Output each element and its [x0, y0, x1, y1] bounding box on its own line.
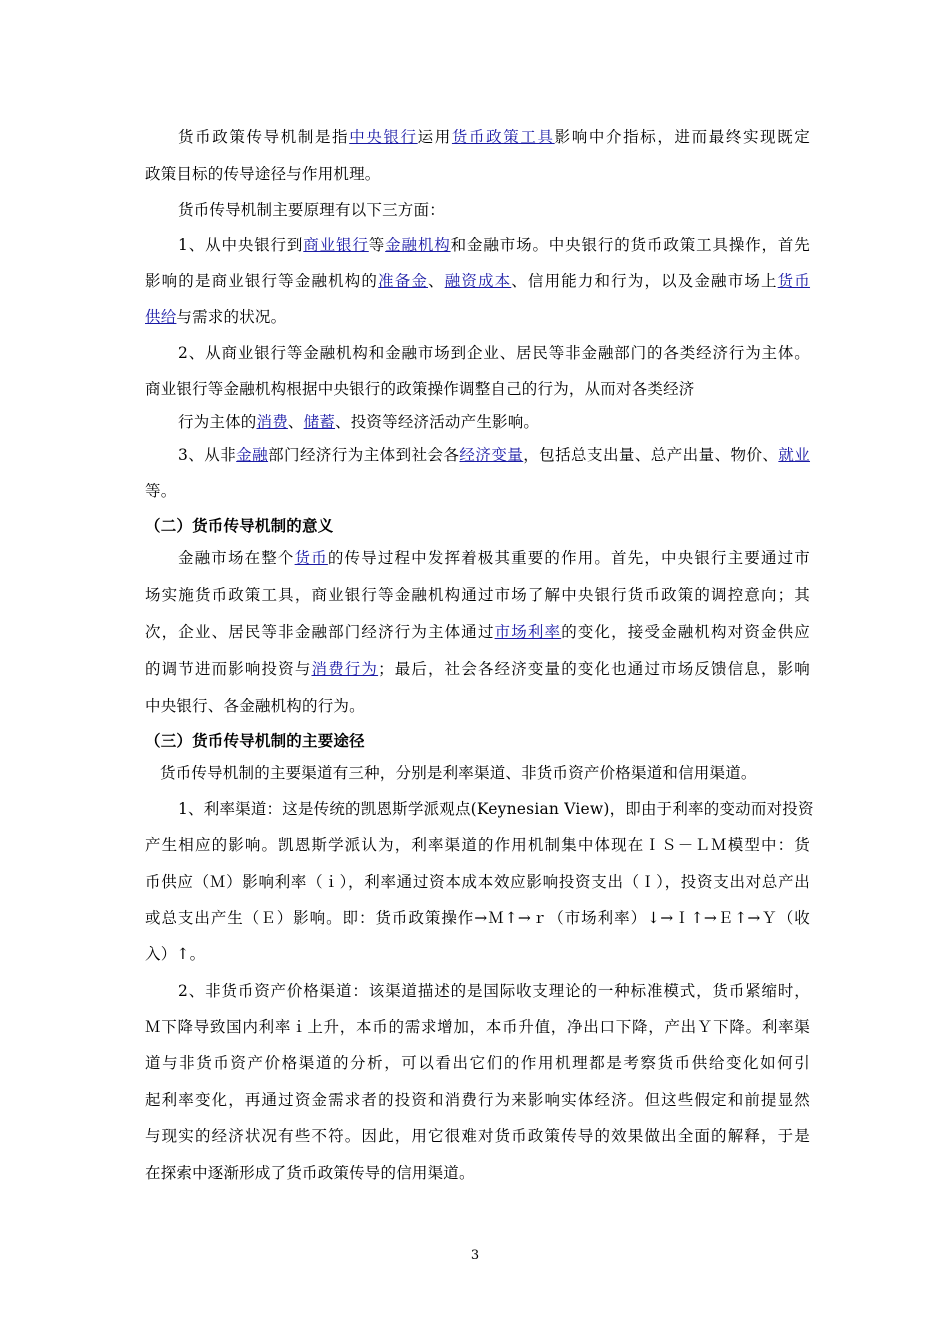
text-run: 次，企业、居民等非金融部门经济行为主体通过	[145, 623, 495, 641]
hyperlink[interactable]: 金融	[236, 446, 269, 464]
hyperlink[interactable]: 商业银行	[303, 236, 369, 254]
page-number: 3	[470, 1248, 480, 1263]
hyperlink[interactable]: 金融机构	[385, 236, 451, 254]
hyperlink[interactable]: 融资成本	[444, 272, 512, 290]
text-run: 行为主体的	[178, 413, 257, 431]
text-run: 1、从中央银行到	[178, 236, 304, 254]
hyperlink[interactable]: 供给	[145, 308, 177, 326]
text-run: 金融市场在整个	[178, 549, 295, 567]
text-line	[178, 548, 810, 568]
hyperlink[interactable]: 货币	[294, 549, 328, 567]
text-line	[145, 271, 810, 291]
text-run: 2、从商业银行等金融机构和金融市场到企业、居民等非金融部门的各类经济行为主体。	[178, 344, 810, 362]
hyperlink[interactable]: 经济变量	[459, 446, 524, 464]
text-line	[145, 1053, 810, 1073]
text-line	[145, 1017, 810, 1037]
text-line	[178, 200, 810, 220]
text-run: 影响中介指标，进而最终实现既定	[554, 128, 810, 146]
text-line	[178, 127, 810, 147]
text-run: 3、从非	[178, 446, 237, 464]
text-run: 与需求的状况。	[176, 308, 287, 326]
text-line	[145, 835, 810, 855]
text-line	[178, 445, 810, 465]
text-line	[145, 944, 810, 964]
text-line	[178, 235, 810, 255]
text-run: ，包括总支出量、总产出量、物价、	[523, 446, 779, 464]
text-line	[145, 379, 810, 399]
text-run: Ｍ下降导致国内利率ｉ上升，本币的需求增加，本币升值，净出口下降，产出Ｙ下降。利率渠	[145, 1018, 810, 1036]
hyperlink[interactable]: 市场利率	[494, 623, 562, 641]
text-line	[145, 164, 810, 184]
text-line	[145, 872, 810, 892]
text-run: 入）↑。	[145, 945, 206, 963]
text-run: 产生相应的影响。凯恩斯学派认为，利率渠道的作用机制集中体现在ＩＳ－ＬＭ模型中：货	[145, 836, 810, 854]
hyperlink[interactable]: 中央银行	[349, 128, 418, 146]
text-run: 的调节进而影响投资与	[145, 660, 312, 678]
text-line	[160, 763, 810, 783]
text-run: 运用	[417, 128, 452, 146]
text-run: 场实施货币政策工具，商业银行等金融机构通过市场了解中央银行货币政策的调控意向；其	[145, 586, 810, 604]
text-run: 的变化，接受金融机构对资金供应	[561, 623, 810, 641]
text-run: （二）货币传导机制的意义	[145, 516, 334, 535]
text-run: 货币政策传导机制是指	[178, 128, 350, 146]
section-heading	[145, 731, 810, 751]
text-line	[178, 799, 814, 819]
text-line	[178, 412, 810, 432]
text-run: 影响的是商业银行等金融机构的	[145, 272, 379, 290]
text-run: （三）货币传导机制的主要途径	[145, 731, 365, 750]
text-run: 和金融市场。中央银行的货币政策工具操作，首先	[450, 236, 810, 254]
text-line	[145, 622, 810, 642]
text-line	[145, 696, 810, 716]
text-run: 起利率变化，再通过资金需求者的投资和消费行为来影响实体经济。但这些假定和前提显然	[145, 1091, 810, 1109]
text-run: 、投资等经济活动产生影响。	[335, 413, 540, 431]
hyperlink[interactable]: 消费行为	[311, 660, 379, 678]
text-run: 的传导过程中发挥着极其重要的作用。首先，中央银行主要通过市	[327, 549, 810, 567]
text-run: 与现实的经济状况有些不符。因此，用它很难对货币政策传导的效果做出全面的解释，于是	[145, 1127, 810, 1145]
text-run: 货币传导机制的主要渠道有三种，分别是利率渠道、非货币资产价格渠道和信用渠道。	[160, 764, 757, 782]
hyperlink[interactable]: 就业	[778, 446, 811, 464]
text-run: 等。	[145, 482, 177, 500]
text-line	[178, 981, 810, 1001]
text-line	[145, 1126, 810, 1146]
text-run: ；最后，社会各经济变量的变化也通过市场反馈信息，影响	[378, 660, 810, 678]
text-run: 1、利率渠道：这是传统的凯恩斯学派观点(Keynesian View)，即由于利率的变动而对投资	[178, 800, 814, 818]
text-run: 道与非货币资产价格渠道的分析，可以看出它们的作用机理都是考察货币供给变化如何引	[145, 1054, 810, 1072]
text-line	[145, 659, 810, 679]
text-run: 在探索中逐渐形成了货币政策传导的信用渠道。	[145, 1164, 475, 1182]
text-run: 币供应（Ｍ）影响利率（ｉ），利率通过资本成本效应影响投资支出（Ｉ），投资支出对总产出	[145, 873, 810, 891]
text-run: 、	[428, 272, 445, 290]
text-line	[178, 343, 810, 363]
text-run: 、	[287, 413, 304, 431]
text-line	[145, 908, 810, 928]
text-run: 部门经济行为主体到社会各	[268, 446, 460, 464]
hyperlink[interactable]: 货币	[777, 272, 811, 290]
hyperlink[interactable]: 货币政策工具	[451, 128, 555, 146]
text-run: 商业银行等金融机构根据中央银行的政策操作调整自己的行为，从而对各类经济	[145, 380, 695, 398]
text-run: 货币传导机制主要原理有以下三方面：	[178, 201, 445, 219]
text-run: 2、非货币资产价格渠道：该渠道描述的是国际收支理论的一种标准模式，货币紧缩时，	[178, 982, 810, 1000]
text-line	[145, 585, 810, 605]
hyperlink[interactable]: 准备金	[378, 272, 429, 290]
text-run: 政策目标的传导途径与作用机理。	[145, 165, 381, 183]
text-run: 中央银行、各金融机构的行为。	[145, 697, 365, 715]
hyperlink[interactable]: 储蓄	[303, 413, 336, 431]
text-line	[145, 307, 810, 327]
section-heading	[145, 516, 810, 536]
text-line	[145, 481, 810, 501]
text-run: 或总支出产生（Ｅ）影响。即：货币政策操作→Ｍ↑→ｒ（市场利率）↓→Ｉ↑→Ｅ↑→Ｙ（收	[145, 909, 810, 927]
text-run: 等	[368, 236, 386, 254]
text-run: 、信用能力和行为，以及金融市场上	[511, 272, 778, 290]
text-line	[145, 1090, 810, 1110]
text-line	[145, 1163, 810, 1183]
hyperlink[interactable]: 消费	[256, 413, 288, 431]
